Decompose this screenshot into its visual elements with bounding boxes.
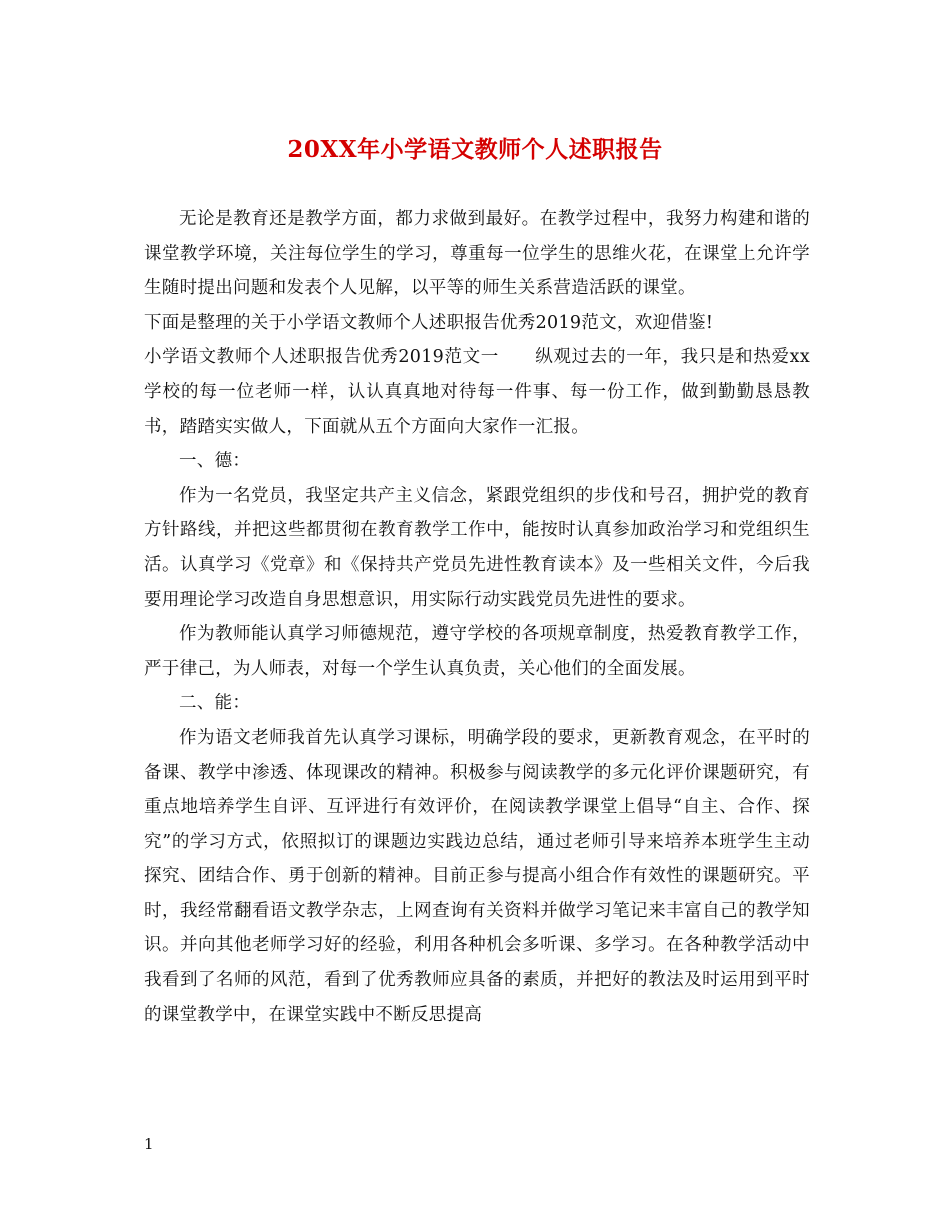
- section-heading: 二、能：: [179, 693, 251, 714]
- document-body: [144, 202, 810, 1032]
- paragraph: 作为一名党员，我坚定共产主义信念，紧跟党组织的步伐和号召，拥护党的教育方针路线，并把这些都贯彻在教育教学工作中，能按时认真参加政治学习和党组织生活。认真学习《党章》和《保持共产党员先进性教育读本》及一些相关文件，今后我要用理论学习改造自身思想意识，用实际行动实践党员先进性的要求。: [144, 485, 810, 610]
- paragraph: 无论是教育还是教学方面，都力求做到最好。在教学过程中，我努力构建和谐的课堂教学环境，关注每位学生的学习，尊重每一位学生的思维火花，在课堂上允许学生随时提出问题和发表个人见解，以平等的师生关系营造活跃的课堂。: [144, 209, 810, 299]
- paragraph: 作为语文老师我首先认真学习课标，明确学段的要求，更新教育观念，在平时的备课、教学中渗透、体现课改的精神。积极参与阅读教学的多元化评价课题研究，有重点地培养学生自评、互评进行有效评价，在阅读教学课堂上倡导“自主、合作、探究”的学习方式，依照拟订的课题边实践边总结，通过老师引导来培养本班学生主动探究、团结合作、勇于创新的精神。目前正参与提高小组合作有效性的课题研究。平时，我经常翻看语文教学杂志，上网查询有关资料并做学习笔记来丰富自己的教学知识。并向其他老师学习好的经验，利用各种机会多听课、多学习。在各种教学活动中我看到了名师的风范，看到了优秀教师应具备的素质，并把好的教法及时运用到平时的课堂教学中，在课堂实践中不断反思提高: [144, 727, 810, 1025]
- paragraph: 小学语文教师个人述职报告优秀2019范文一 纵观过去的一年，我只是和热爱xx学校的每一位老师一样，认认真真地对待每一件事、每一份工作，做到勤勤恳恳教书，踏踏实实做人，下面就从五个方面向大家作一汇报。: [144, 347, 810, 437]
- page-number: 1: [144, 1135, 154, 1153]
- paragraph: 下面是整理的关于小学语文教师个人述职报告优秀2019范文，欢迎借鉴!: [144, 312, 714, 333]
- section-heading: 一、德：: [179, 451, 251, 472]
- document-title: 20XX年小学语文教师个人述职报告: [287, 136, 663, 163]
- paragraph: 作为教师能认真学习师德规范，遵守学校的各项规章制度，热爱教育教学工作，严于律己，为人师表，对每一个学生认真负责，关心他们的全面发展。: [144, 624, 810, 679]
